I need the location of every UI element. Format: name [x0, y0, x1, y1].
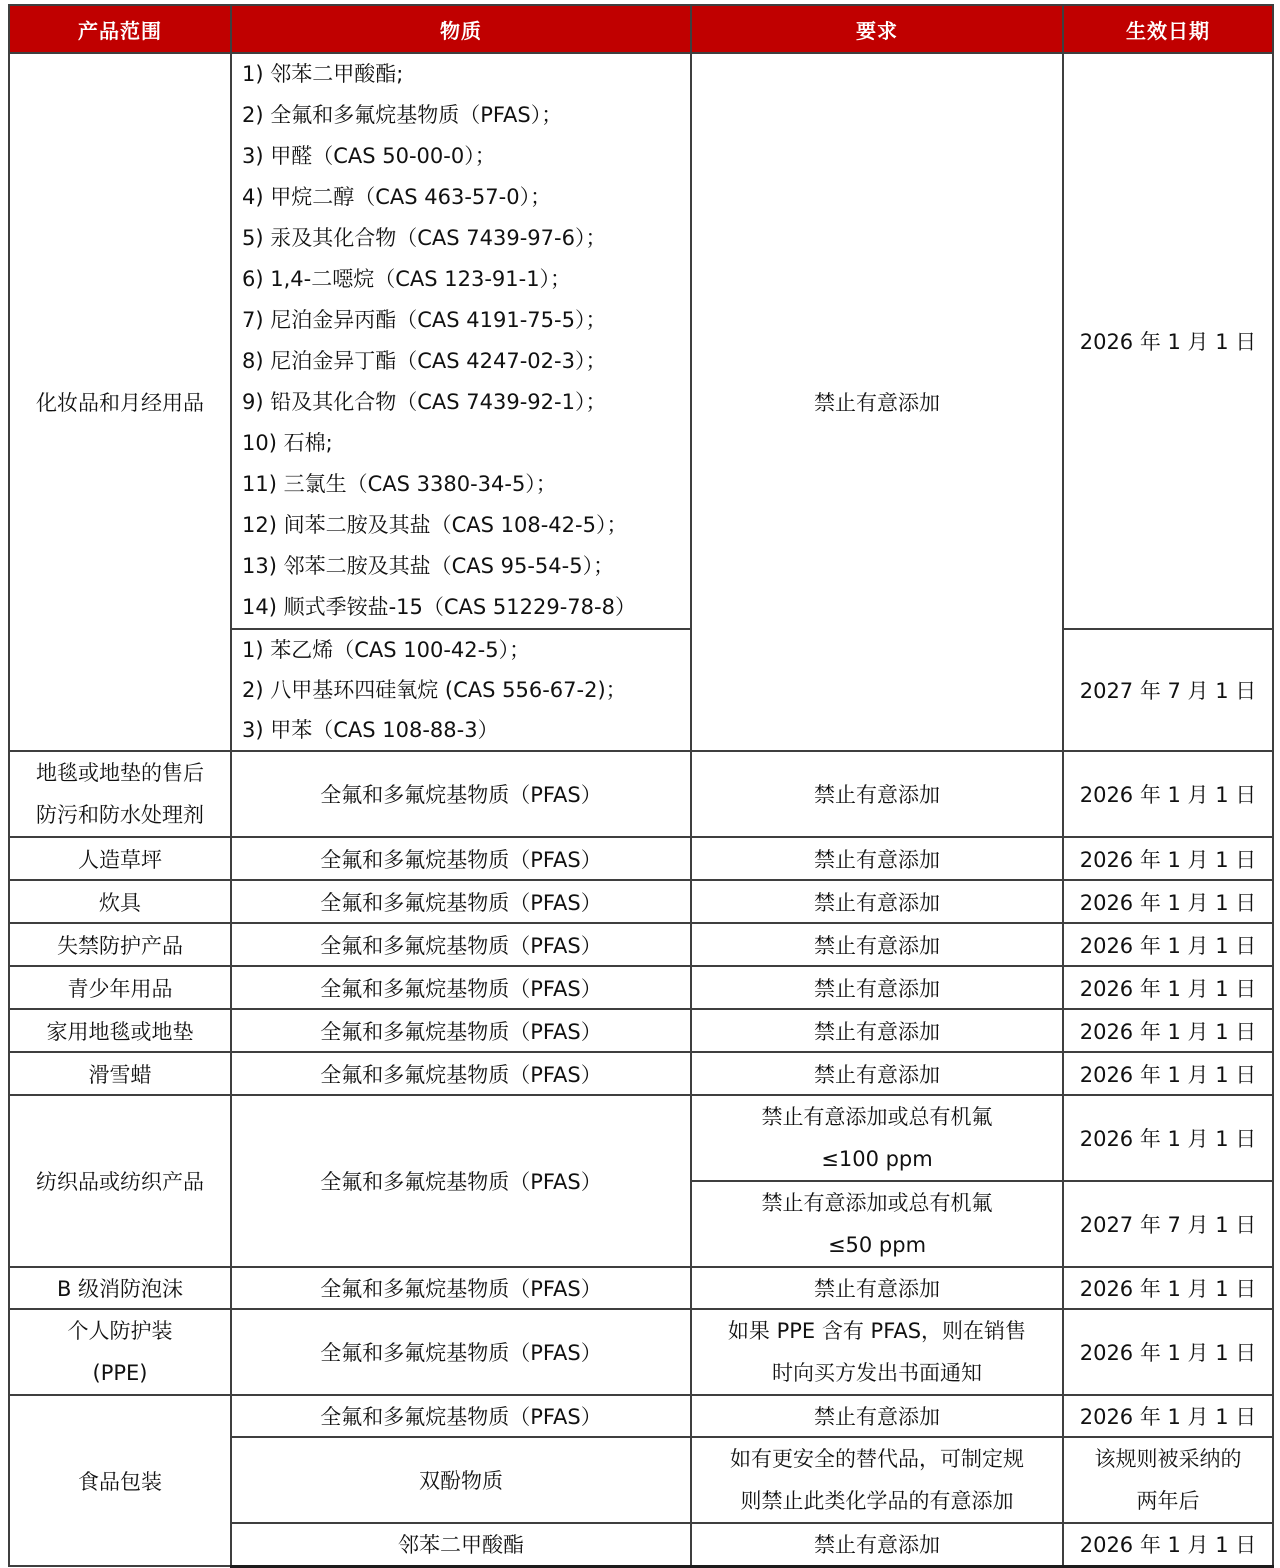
substance-item: 9) 铅及其化合物（CAS 7439-92-1）； — [242, 390, 607, 414]
table-row-ppe — [9, 1309, 1273, 1395]
substance-item: 2) 全氟和多氟烷基物质（PFAS）； — [242, 103, 563, 127]
cell-scope: 滑雪蜡 — [9, 1052, 231, 1095]
cell-scope: 炊具 — [9, 880, 231, 923]
cell-substance: 全氟和多氟烷基物质（PFAS） — [231, 837, 691, 880]
cell-requirement: 禁止有意添加 — [691, 966, 1063, 1009]
header-product-scope: 产品范围 — [9, 5, 231, 53]
cell-date: 2026 年 1 月 1 日 — [1063, 1309, 1273, 1395]
table-row-class-b-foam — [9, 1267, 1273, 1309]
cell-substance: 全氟和多氟烷基物质（PFAS） — [231, 1267, 691, 1309]
table-row-cookware — [9, 880, 1273, 923]
cell-requirement-bisphenols: 如有更安全的替代品，可制定规 则禁止此类化学品的有意添加 — [691, 1437, 1063, 1523]
substance-item: 3) 甲苯（CAS 108-88-3） — [242, 718, 499, 742]
cell-requirement: 禁止有意添加 — [691, 837, 1063, 880]
cell-substance: 全氟和多氟烷基物质（PFAS） — [231, 1052, 691, 1095]
table-row-cosmetics-phase1 — [9, 53, 1273, 629]
cell-date: 2026 年 1 月 1 日 — [1063, 923, 1273, 966]
table-row-ski-wax — [9, 1052, 1273, 1095]
substance-item: 11) 三氯生（CAS 3380-34-5）； — [242, 472, 557, 496]
cell-substance: 双酚物质 — [231, 1437, 691, 1523]
cell-substance: 全氟和多氟烷基物质（PFAS） — [231, 923, 691, 966]
substance-item: 14) 顺式季铵盐-15（CAS 51229-78-8） — [242, 595, 636, 619]
cell-scope: 人造草坪 — [9, 837, 231, 880]
substance-item: 3) 甲醛（CAS 50-00-0）； — [242, 144, 496, 168]
table-row-carpet-treatment — [9, 751, 1273, 837]
table-row-artificial-turf — [9, 837, 1273, 880]
substance-item: 4) 甲烷二醇（CAS 463-57-0）； — [242, 185, 552, 209]
cell-substance: 全氟和多氟烷基物质（PFAS） — [231, 1309, 691, 1395]
cell-date: 2026 年 1 月 1 日 — [1063, 1267, 1273, 1309]
cell-requirement-textiles-phase1: 禁止有意添加或总有机氟 ≤100 ppm — [691, 1095, 1063, 1181]
cell-substances-cosmetics-phase1 — [231, 53, 691, 629]
cell-substance: 全氟和多氟烷基物质（PFAS） — [231, 1009, 691, 1052]
substance-item: 12) 间苯二胺及其盐（CAS 108-42-5）； — [242, 513, 628, 537]
table-row-textiles-phase1 — [9, 1095, 1273, 1181]
cell-date: 2026 年 1 月 1 日 — [1063, 1395, 1273, 1437]
cell-scope-food-packaging: 食品包装 — [9, 1395, 231, 1566]
cell-date: 2026 年 1 月 1 日 — [1063, 751, 1273, 837]
cell-requirement-ppe: 如果 PPE 含有 PFAS，则在销售 时向买方发出书面通知 — [691, 1309, 1063, 1395]
cell-substance: 全氟和多氟烷基物质（PFAS） — [231, 966, 691, 1009]
cell-date-textiles-phase2: 2027 年 7 月 1 日 — [1063, 1181, 1273, 1267]
cell-date: 2026 年 1 月 1 日 — [1063, 1523, 1273, 1566]
cell-substance: 全氟和多氟烷基物质（PFAS） — [231, 1395, 691, 1437]
cell-requirement: 禁止有意添加 — [691, 1052, 1063, 1095]
cell-date-cosmetics-phase2: 2027 年 7 月 1 日 — [1063, 629, 1273, 751]
header-row — [9, 5, 1273, 53]
cell-substance-textiles: 全氟和多氟烷基物质（PFAS） — [231, 1095, 691, 1267]
substance-item: 1) 苯乙烯（CAS 100-42-5）； — [242, 638, 531, 662]
cell-date-textiles-phase1: 2026 年 1 月 1 日 — [1063, 1095, 1273, 1181]
cell-scope-textiles: 纺织品或纺织产品 — [9, 1095, 231, 1267]
substance-item: 10) 石棉; — [242, 431, 333, 455]
cell-requirement: 禁止有意添加 — [691, 1267, 1063, 1309]
cell-scope: 家用地毯或地垫 — [9, 1009, 231, 1052]
substance-item: 2) 八甲基环四硅氧烷 (CAS 556-67-2)； — [242, 678, 627, 702]
table-row-juvenile-products — [9, 966, 1273, 1009]
cell-substances-cosmetics-phase2 — [231, 629, 691, 751]
cell-scope-carpet-treatment: 地毯或地垫的售后 防污和防水处理剂 — [9, 751, 231, 837]
cell-substance: 邻苯二甲酸酯 — [231, 1523, 691, 1566]
cell-date: 2026 年 1 月 1 日 — [1063, 880, 1273, 923]
cell-scope-cosmetics: 化妆品和月经用品 — [9, 53, 231, 751]
substance-item: 8) 尼泊金异丁酯（CAS 4247-02-3）； — [242, 349, 607, 373]
header-effective-date: 生效日期 — [1063, 5, 1273, 53]
table-row-incontinence-products — [9, 923, 1273, 966]
cell-requirement-textiles-phase2: 禁止有意添加或总有机氟 ≤50 ppm — [691, 1181, 1063, 1267]
table-row-residential-carpets — [9, 1009, 1273, 1052]
cell-date: 2026 年 1 月 1 日 — [1063, 966, 1273, 1009]
cell-scope: 失禁防护产品 — [9, 923, 231, 966]
substance-item: 6) 1,4-二噁烷（CAS 123-91-1）； — [242, 267, 572, 291]
substance-item: 13) 邻苯二胺及其盐（CAS 95-54-5）； — [242, 554, 615, 578]
cell-date-bisphenols: 该规则被采纳的 两年后 — [1063, 1437, 1273, 1523]
table-row-food-packaging-pfas — [9, 1395, 1273, 1437]
cell-date-cosmetics-phase1: 2026 年 1 月 1 日 — [1063, 53, 1273, 629]
regulation-table — [8, 4, 1274, 1568]
cell-scope: 青少年用品 — [9, 966, 231, 1009]
cell-date: 2026 年 1 月 1 日 — [1063, 1009, 1273, 1052]
cell-requirement: 禁止有意添加 — [691, 1009, 1063, 1052]
cell-date: 2026 年 1 月 1 日 — [1063, 1052, 1273, 1095]
substance-item: 7) 尼泊金异丙酯（CAS 4191-75-5）； — [242, 308, 607, 332]
cell-substance: 全氟和多氟烷基物质（PFAS） — [231, 751, 691, 837]
cell-substance: 全氟和多氟烷基物质（PFAS） — [231, 880, 691, 923]
substance-item: 1) 邻苯二甲酸酯; — [242, 62, 404, 86]
header-requirement: 要求 — [691, 5, 1063, 53]
header-substance: 物质 — [231, 5, 691, 53]
cell-scope-ppe: 个人防护装 (PPE) — [9, 1309, 231, 1395]
cell-date: 2026 年 1 月 1 日 — [1063, 837, 1273, 880]
cell-requirement: 禁止有意添加 — [691, 751, 1063, 837]
cell-requirement: 禁止有意添加 — [691, 880, 1063, 923]
cell-requirement: 禁止有意添加 — [691, 1395, 1063, 1437]
cell-scope: B 级消防泡沫 — [9, 1267, 231, 1309]
cell-requirement: 禁止有意添加 — [691, 1523, 1063, 1566]
substance-item: 5) 汞及其化合物（CAS 7439-97-6）； — [242, 226, 607, 250]
cell-requirement: 禁止有意添加 — [691, 923, 1063, 966]
cell-requirement-cosmetics: 禁止有意添加 — [691, 53, 1063, 751]
